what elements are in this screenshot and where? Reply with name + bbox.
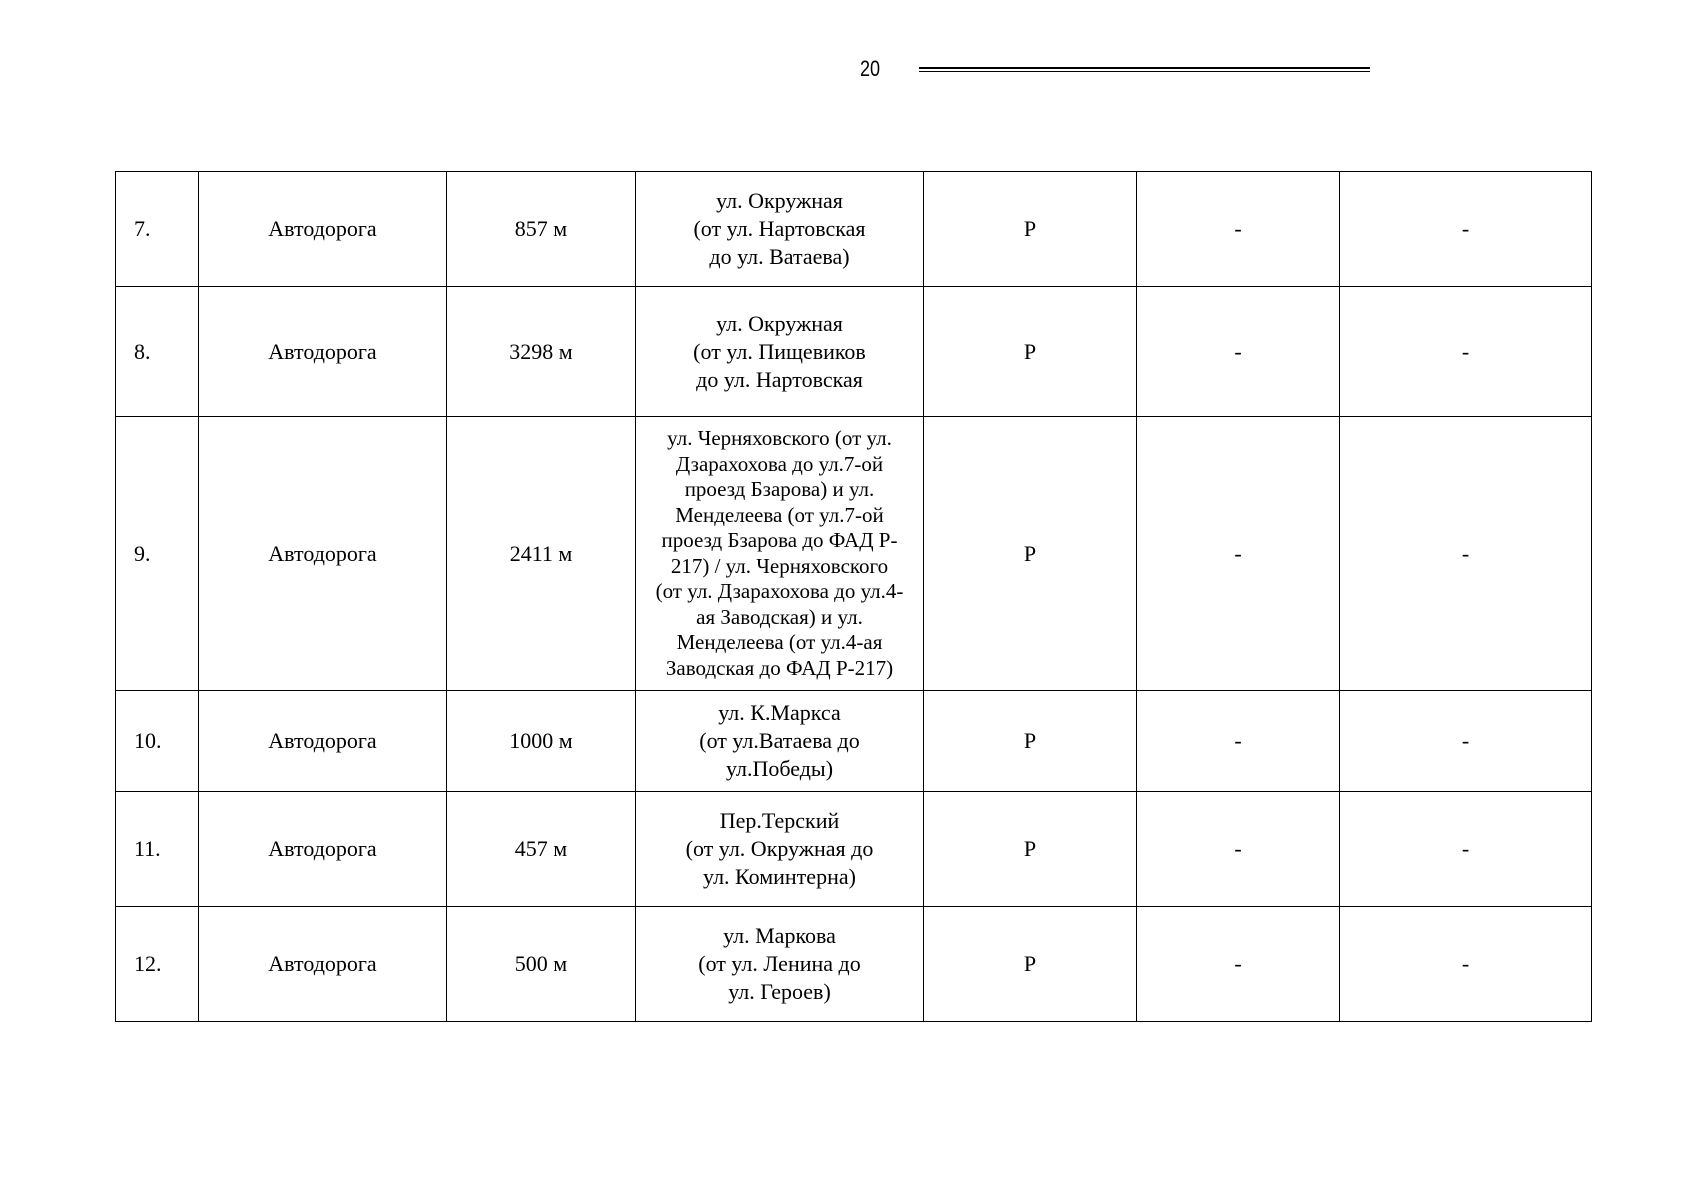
location-line: 217) / ул. Черняховского (670, 553, 889, 578)
table-row (116, 691, 1592, 792)
cell-dash: - (1340, 792, 1592, 907)
row-number: 9. (116, 417, 199, 691)
table-row (116, 792, 1592, 907)
location-line: (от ул. Пищевиков (693, 338, 866, 364)
location-line: (от ул. Ленина до (698, 951, 861, 976)
location-line: до ул. Ватаева) (709, 244, 850, 269)
road-location (636, 417, 924, 691)
object-type: Автодорога (199, 417, 447, 691)
road-length: 500 м (447, 907, 636, 1022)
row-number: 11. (116, 792, 199, 907)
location-line: проезд Бзарова до ФАД Р- (661, 528, 898, 552)
road-category: Р (924, 287, 1137, 417)
page-number: 20 (859, 56, 881, 81)
table-body (116, 172, 1592, 1022)
road-location (636, 691, 924, 792)
location-line: ул. Маркова (723, 923, 836, 948)
location-line: проезд Бзарова) и ул. (684, 477, 875, 501)
cell-dash: - (1137, 417, 1340, 691)
row-number: 10. (116, 691, 199, 792)
location-line: Менделеева (от ул.4-ая (676, 630, 883, 654)
location-line: (от ул. Дзарахохова до ул.4- (655, 579, 904, 603)
location-line: (от ул. Нартовская (693, 216, 866, 241)
location-line: ул. Окружная (716, 310, 843, 336)
location-line: ул. Окружная (716, 188, 843, 213)
location-line: Пер.Терский (719, 808, 840, 833)
location-line: ая Заводская) и ул. (696, 604, 863, 629)
table-row (116, 417, 1592, 691)
road-category: Р (924, 417, 1137, 691)
location-line: ул. К.Маркса (718, 700, 841, 725)
location-line: ул.Победы) (725, 756, 834, 781)
row-number: 8. (116, 287, 199, 417)
road-location (636, 792, 924, 907)
location-line: Дзарахохова до ул.7-ой (675, 451, 884, 476)
road-length: 457 м (447, 792, 636, 907)
table-row (116, 907, 1592, 1022)
road-category: Р (924, 907, 1137, 1022)
road-length: 1000 м (447, 691, 636, 792)
location-line: ул. Коминтерна) (703, 864, 856, 889)
road-location (636, 907, 924, 1022)
location-line: ул. Героев) (728, 979, 831, 1004)
cell-dash: - (1340, 287, 1592, 417)
road-category: Р (924, 792, 1137, 907)
cell-dash: - (1340, 907, 1592, 1022)
table-row (116, 287, 1592, 417)
cell-dash: - (1340, 691, 1592, 792)
object-type: Автодорога (199, 792, 447, 907)
location-line: (от ул. Окружная до (685, 836, 874, 861)
road-location (636, 287, 924, 417)
table-row (116, 172, 1592, 287)
location-line: Заводская до ФАД Р-217) (665, 655, 894, 680)
object-type: Автодорога (199, 287, 447, 417)
location-line: (от ул.Ватаева до (699, 728, 860, 753)
cell-dash: - (1137, 907, 1340, 1022)
object-type: Автодорога (199, 172, 447, 287)
cell-dash: - (1340, 417, 1592, 691)
road-registry-table (115, 171, 1592, 1022)
object-type: Автодорога (199, 691, 447, 792)
cell-dash: - (1137, 792, 1340, 907)
row-number: 7. (116, 172, 199, 287)
road-length: 2411 м (447, 417, 636, 691)
cell-dash: - (1137, 287, 1340, 417)
object-type: Автодорога (199, 907, 447, 1022)
road-length: 3298 м (447, 287, 636, 417)
location-line: до ул. Нартовская (696, 366, 863, 392)
row-number: 12. (116, 907, 199, 1022)
location-line: ул. Черняховского (от ул. (667, 426, 892, 450)
cell-dash: - (1137, 691, 1340, 792)
header-rule (919, 67, 1370, 72)
road-category: Р (924, 172, 1137, 287)
cell-dash: - (1340, 172, 1592, 287)
road-length: 857 м (447, 172, 636, 287)
road-category: Р (924, 691, 1137, 792)
location-line: Менделеева (от ул.7-ой (675, 502, 884, 527)
cell-dash: - (1137, 172, 1340, 287)
road-location (636, 172, 924, 287)
